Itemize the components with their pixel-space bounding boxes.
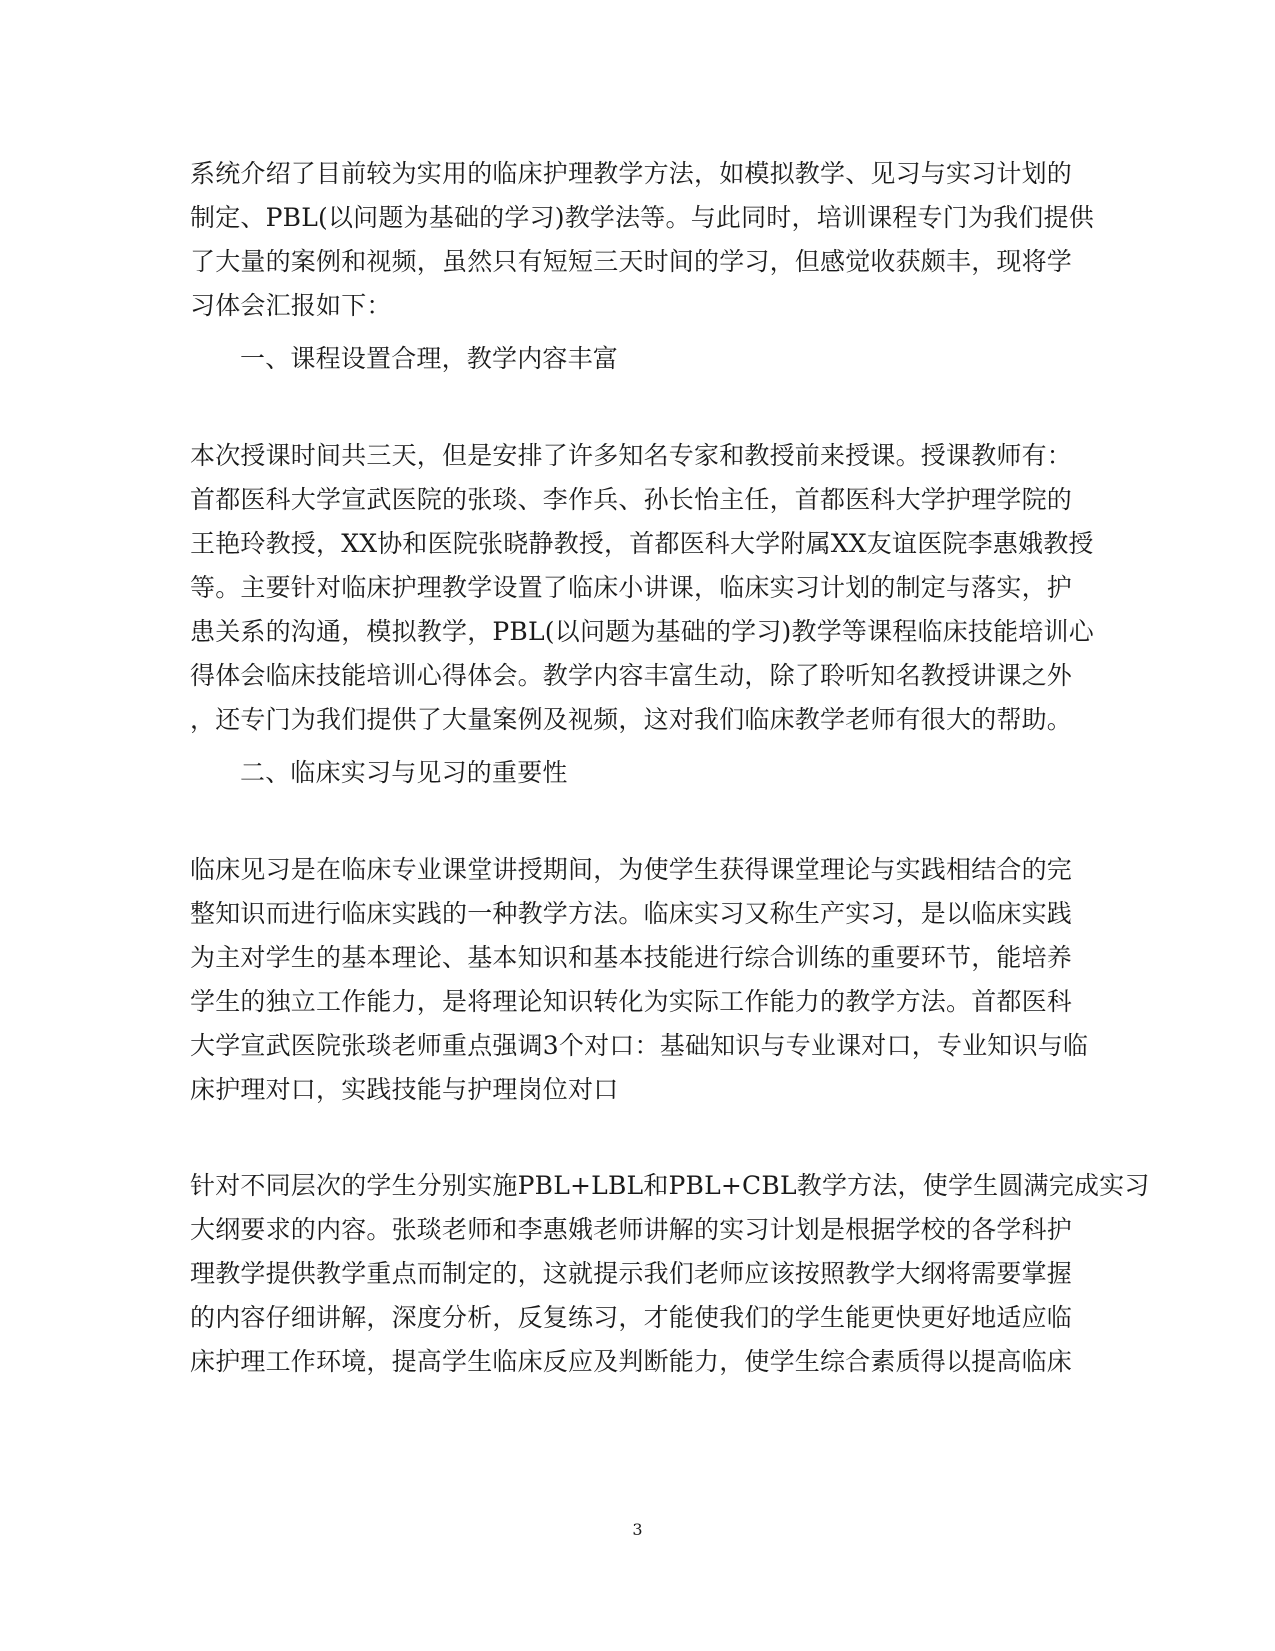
paragraph-line: 为主对学生的基本理论、基本知识和基本技能进行综合训练的重要环节，能培养	[190, 943, 1073, 972]
paragraph-line: 系统介绍了目前较为实用的临床护理教学方法，如模拟教学、见习与实习计划的	[190, 159, 1073, 188]
paragraph-line: 整知识而进行临床实践的一种教学方法。临床实习又称生产实习，是以临床实践	[190, 899, 1073, 928]
paragraph-line: 王艳玲教授，XX协和医院张晓静教授，首都医科大学附属XX友谊医院李惠娥教授	[190, 529, 1094, 558]
paragraph-line: 针对不同层次的学生分别实施PBL+LBL和PBL+CBL教学方法，使学生圆满完成实习	[190, 1171, 1150, 1200]
paragraph-line: 首都医科大学宣武医院的张琰、李作兵、孙长怡主任，首都医科大学护理学院的	[190, 485, 1073, 514]
paragraph-line: 患关系的沟通，模拟教学，PBL(以问题为基础的学习)教学等课程临床技能培训心	[190, 617, 1094, 646]
paragraph-line: ，还专门为我们提供了大量案例及视频，这对我们临床教学老师有很大的帮助。	[190, 705, 1073, 734]
paragraph-line: 等。主要针对临床护理教学设置了临床小讲课，临床实习计划的制定与落实，护	[190, 573, 1073, 602]
paragraph-line: 了大量的案例和视频，虽然只有短短三天时间的学习，但感觉收获颇丰，现将学	[190, 247, 1073, 276]
paragraph-line: 床护理对口，实践技能与护理岗位对口	[190, 1075, 619, 1104]
paragraph-line: 床护理工作环境，提高学生临床反应及判断能力，使学生综合素质得以提高临床	[190, 1347, 1073, 1376]
paragraph-line: 习体会汇报如下：	[190, 291, 392, 320]
paragraph-line: 制定、PBL(以问题为基础的学习)教学法等。与此同时，培训课程专门为我们提供	[190, 203, 1094, 232]
paragraph-line: 得体会临床技能培训心得体会。教学内容丰富生动，除了聆听知名教授讲课之外	[190, 661, 1073, 690]
paragraph-line: 理教学提供教学重点而制定的，这就提示我们老师应该按照教学大纲将需要掌握	[190, 1259, 1073, 1288]
paragraph-line: 大纲要求的内容。张琰老师和李惠娥老师讲解的实习计划是根据学校的各学科护	[190, 1215, 1073, 1244]
paragraph-line: 的内容仔细讲解，深度分析，反复练习，才能使我们的学生能更快更好地适应临	[190, 1303, 1073, 1332]
section-heading: 二、临床实习与见习的重要性	[240, 758, 568, 787]
paragraph-line: 本次授课时间共三天，但是安排了许多知名专家和教授前来授课。授课教师有：	[190, 441, 1073, 470]
paragraph-line: 学生的独立工作能力，是将理论知识转化为实际工作能力的教学方法。首都医科	[190, 987, 1073, 1016]
section-heading: 一、课程设置合理，教学内容丰富	[240, 344, 619, 373]
page-number: 3	[632, 1520, 643, 1539]
paragraph-line: 临床见习是在临床专业课堂讲授期间，为使学生获得课堂理论与实践相结合的完	[190, 855, 1073, 884]
paragraph-line: 大学宣武医院张琰老师重点强调3个对口：基础知识与专业课对口，专业知识与临	[190, 1031, 1089, 1060]
